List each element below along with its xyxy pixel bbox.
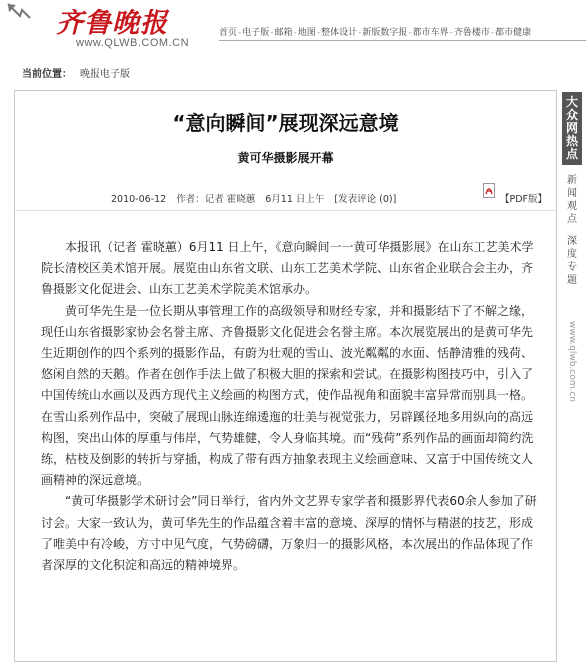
article-meta [111,191,396,205]
arrow-icon [6,2,32,20]
nav-item[interactable]: 地图 [297,28,316,38]
article-body [41,237,541,576]
top-nav: 首页-电子版-邮箱-地图-整体设计-新版数字报-都市车界-齐鲁楼市-都市健康 [219,28,532,38]
nav-item[interactable]: 首页 [219,28,238,38]
comment-link[interactable]: [发表评论 (0)] [334,194,397,205]
breadcrumb-current[interactable]: 晚报电子版 [80,69,130,80]
article-title: “意向瞬间”展现深远意境 [172,111,399,135]
nav-item[interactable]: 整体设计 [321,28,358,38]
article-panel [14,90,557,662]
meta-divider [15,210,556,211]
nav-item[interactable]: 齐鲁楼市 [453,28,490,38]
site-logo[interactable]: 齐鲁晚报 [56,8,168,39]
article-date: 2010-06-12 [111,194,167,205]
nav-item[interactable]: 邮箱 [274,28,293,38]
article-author: 作者：记者 霍晓蕙 [176,194,256,205]
nav-item[interactable]: 新版数字报 [362,28,408,38]
article-subtitle: 黄可华摄影展开幕 [237,151,334,165]
pdf-link[interactable]: 【PDF版】 [500,194,548,205]
sidebar-link-news[interactable]: 新 闻 观 点 [567,175,577,225]
article-paragraph: 本报讯（记者 霍晓蕙）6月11 日上午，《意向瞬间一一黄可华摄影展》在山东工艺美术学院长清校区美术馆开展。展览由山东省文联、山东工艺美术学院、山东省企业联合会主办，齐鲁摄影文化促进会、山东工艺美术学院美术馆承办。 [41,240,534,297]
sidebar-url: www.qlwb.com.cn [567,320,577,402]
site-header [0,0,586,62]
sidebar-link-topics[interactable]: 深 度 专 题 [567,236,577,286]
site-url: www.QLWB.COM.CN [76,37,190,49]
nav-item[interactable]: 都市健康 [495,28,532,38]
breadcrumb [22,65,130,80]
sidebar [562,92,586,421]
pdf-icon[interactable] [483,183,497,199]
article-paragraph: “黄可华摄影学术研讨会”同日举行，省内外文艺界专家学者和摄影界代表60余人参加了研讨会。大家一致认为，黄可华先生的作品蕴含着丰富的意境、深厚的情怀与精湛的技艺，形成了唯美中有冷峻，方寸中见气度，气势磅礴，万象归一的摄影风格，本次展出的作品体现了作者深厚的文化积淀和高远的精神境界。 [41,494,537,573]
nav-item[interactable]: 都市车界 [412,28,449,38]
sidebar-tab-dazhong[interactable]: 大 众 网 热 点 [562,92,582,165]
breadcrumb-label: 当前位置： [22,69,72,80]
article-edition: 6月11 日上午 [265,194,325,205]
nav-item[interactable]: 电子版 [242,28,270,38]
article-paragraph: 黄可华先生是一位长期从事管理工作的高级领导和财经专家，并和摄影结下了不解之缘，现任山东省摄影家协会名誉主席、齐鲁摄影文化促进会名誉主席。本次展览展出的是黄可华先生近期创作的四个系列的摄影作品，有蔚为壮观的雪山、波光粼粼的水面、恬静清雅的残荷、悠闲自然的天鹅。作者在创作手法上做了积极大胆的探索和尝试。在摄影构图技巧中，引入了中国传统山水画以及西方现代主义绘画的构图方式，使作品视角和面貌丰富异常而别具一格。在雪山系列作品中，突破了展现山脉连绵逶迤的壮美与视觉张力，另辟蹊径地多用纵向的高远构图，突出山体的厚重与伟岸，气势雄健，令人身临其境。而“残荷”系列作品的画面却简约洗练，枯枝及倒影的转折与穿插，构成了带有西方抽象表现主义绘画意味、又富于中国传统文人画精神的深远意境。 [41,303,534,488]
nav-divider [219,40,586,41]
